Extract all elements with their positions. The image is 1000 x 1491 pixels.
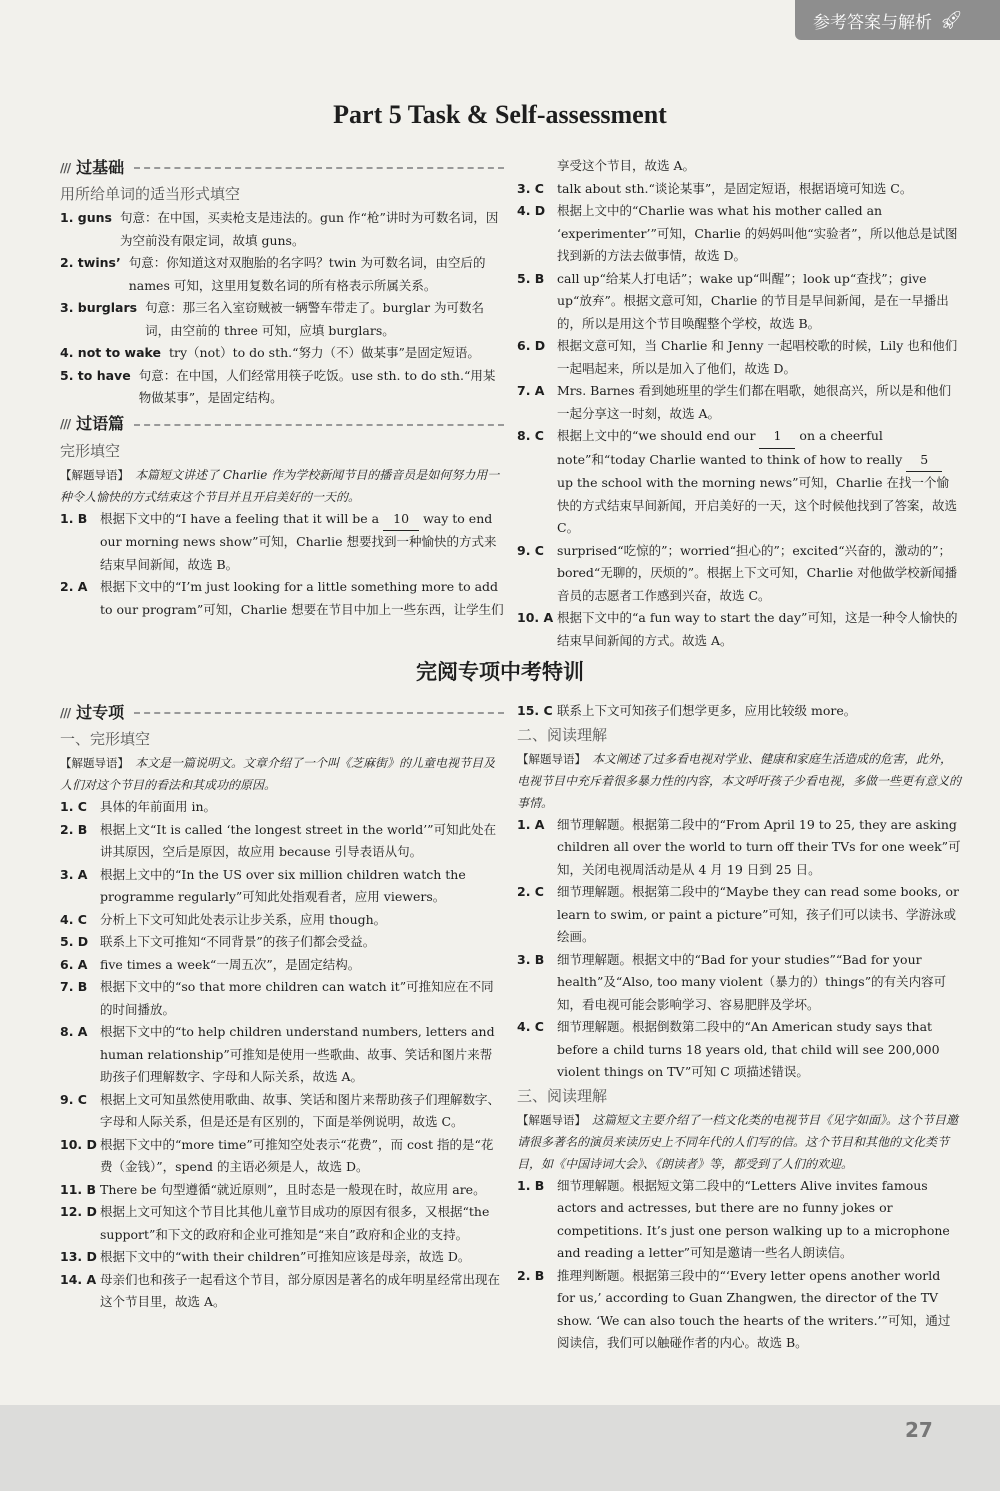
blank-value: 1 (759, 425, 795, 449)
section-bar-basics (60, 155, 504, 181)
item-number: 14. A (60, 1271, 97, 1287)
section-bar-label: 过基础 (76, 157, 125, 177)
rocket-icon: 🚀︎ (940, 9, 963, 31)
item-number: 3. burglars (60, 300, 138, 315)
item-number: 5. B (517, 270, 545, 286)
list-item (60, 297, 504, 342)
list-item (60, 1134, 504, 1179)
blank-value: 5 (906, 449, 942, 473)
item-text: talk about sth.“谈论某事”，是固定短语，根据语境可知选 C。 (557, 180, 913, 196)
right-column-top (517, 155, 961, 652)
list-item (517, 268, 961, 336)
guide-tag: 【解题导语】 (60, 756, 129, 770)
item-text: 享受这个节目，故选 A。 (557, 158, 696, 173)
item-text: There be 句型遵循“就近原则”，且时态是一般现在时，故应用 are。 (100, 1181, 486, 1197)
section-bar-label: 过语篇 (76, 414, 125, 434)
list-item (517, 425, 961, 540)
item-text: 根据上文可知这个节目比其他儿童节目成功的原因有很多，又根据“the support”和下文的政府和企业可推知是“来自”政府和企业的支持。 (100, 1204, 490, 1242)
item-number: 2. A (60, 579, 88, 594)
list-item (60, 931, 504, 954)
list-item (517, 200, 961, 268)
list-item (60, 508, 504, 577)
section-subtitle: 完形填空 (60, 441, 121, 460)
item-number: 4. C (517, 1019, 544, 1034)
list-item (517, 335, 961, 380)
guide-text: 这篇短文主要介绍了一档文化类的电视节目《见字如面》。这个节目邀请很多著名的演员来读历史上不同年代的人们写的信。这个节目和其他的文化类节目，如《中国诗词大会》、《朗读者》等，都受到了人们的欢迎。 (517, 1112, 959, 1171)
guide-paragraph (517, 1109, 961, 1175)
list-item (60, 207, 504, 252)
tick-marks-icon: /// (60, 160, 71, 175)
item-text: 细节理解题。根据短文第二段中的“Letters Alive invites famous actors and actresses, but there are no funny jokes or competitions. It’s just one person walking up to a microphone and reading a letter”可知是邀请一些名人朗读信。 (557, 1177, 950, 1260)
item-number: 3. A (60, 866, 88, 882)
item-text: 细节理解题。根据第二段中的“Maybe they can read some books, or learn to swim, or paint a picture”可知，孩子们可以读书、学游泳或绘画。 (557, 884, 960, 944)
item-text: 母亲们也和孩子一起看这个节目，部分原因是著名的成年明星经常出现在这个节目里，故选 A。 (100, 1271, 501, 1309)
section-subtitle: 二、阅读理解 (517, 725, 608, 744)
list-item (517, 380, 961, 425)
guide-paragraph (60, 464, 504, 508)
item-number: 5. D (60, 934, 89, 949)
item-text: five times a week“一周五次”，是固定结构。 (100, 956, 361, 972)
text-part: on a cheerful note”和“today Charlie wanted to think of how to really (557, 428, 903, 467)
item-text: 根据上文中的“Charlie was what his mother called an ‘experimenter’”可知，Charlie 的妈妈叫他“实验者”，所以他总是试图找到新的方法去做事情，故选 D。 (557, 203, 958, 263)
list-item (517, 881, 961, 949)
list-item (517, 1265, 961, 1355)
item-number: 4. D (517, 203, 546, 218)
list-item (517, 607, 961, 652)
text-part: up the school with the morning news”可知，Charlie 在找一个愉快的方式结束早间新闻，开启美好的一天，这个时候他找到了答案，故选 C。 (557, 475, 958, 535)
item-number: 1. A (517, 816, 545, 832)
item-text: 分析上下文可知此处表示让步关系，应用 though。 (100, 911, 387, 927)
item-number: 9. C (60, 1091, 87, 1107)
item-number: 9. C (517, 542, 544, 558)
section-subtitle: 用所给单词的适当形式填空 (60, 185, 241, 203)
list-item (517, 178, 961, 201)
item-number: 3. B (517, 951, 545, 967)
section-title: 完阅专项中考特训 (416, 660, 584, 684)
text-part: way to end our morning news show”可知，Charlie 想要找到一种愉快的方式来结束早间新闻，故选 B。 (100, 510, 497, 572)
item-text: 句意：你知道这对双胞胎的名字吗？twin 为可数名词，由空后的 names 可知，这里用复数名词的所有格表示所属关系。 (128, 255, 486, 293)
item-number: 5. to have (60, 367, 131, 383)
item-text: Mrs. Barnes 看到她班里的学生们都在唱歌，她很高兴，所以是和他们一起分享这一时刻，故选 A。 (557, 383, 952, 421)
guide-tag: 【解题导语】 (517, 751, 586, 766)
guide-paragraph (60, 752, 504, 796)
list-item (60, 864, 504, 909)
item-number: 2. twins’ (60, 255, 121, 270)
item-text: 细节理解题。根据倒数第二段中的“An American study says that before a child turns 18 years old, that child will see 200,000 violent things on TV”可知 C 项描述错误。 (557, 1019, 940, 1079)
item-number: 2. B (60, 821, 88, 837)
right-column-bottom (517, 700, 961, 1355)
item-number: 1. B (60, 510, 88, 526)
answer-list (517, 814, 961, 1084)
item-text: 根据下文中的“so that more children can watch it”可推知应在不同的时间播放。 (100, 979, 494, 1017)
item-text: call up“给某人打电话”；wake up“叫醒”；look up“查找”；give up“放弃”。根据文意可知，Charlie 的节目是早间新闻，是在一早播出的，所以是用这个节目唤醒整个学校，故选 B。 (557, 270, 949, 331)
item-number: 1. guns (60, 210, 112, 225)
item-number: 13. D (60, 1249, 97, 1264)
item-text: 具体的年前面用 in。 (100, 799, 217, 814)
list-item (517, 949, 961, 1017)
answer-list (517, 178, 961, 653)
section-subtitle: 三、阅读理解 (517, 1086, 608, 1105)
answer-list (517, 1175, 961, 1355)
list-item (60, 1246, 504, 1269)
item-text: 根据上文“It is called ‘the longest street in the world’”可知此处在讲其原因，空后是原因，故应用 because 引导表语从句。 (100, 821, 497, 859)
left-column-bottom (60, 700, 504, 1314)
list-item (60, 1269, 504, 1314)
text-part: 根据下文中的“I have a feeling that it will be a (100, 510, 380, 526)
divider (134, 712, 504, 714)
item-number: 4. not to wake (60, 345, 161, 360)
list-item (60, 796, 504, 819)
item-text: 根据文意可知，当 Charlie 和 Jenny 一起唱校歌的时候，Lily 也和他们一起唱起来，所以是加入了他们，故选 D。 (557, 338, 958, 376)
item-text: 细节理解题。根据文中的“Bad for your studies”“Bad for your health”及“Also, too many violent（暴力的）things”的有关内容可知，看电视可能会影响学习、容易肥胖及学坏。 (557, 951, 947, 1012)
list-item (60, 342, 504, 365)
list-item (60, 1179, 504, 1202)
item-number: 2. B (517, 1267, 545, 1283)
item-text: 细节理解题。根据第二段中的“From April 19 to 25, they are asking children all over the world to turn off their TVs for one week”可知，关闭电视周活动是从 4 月 19 日到 25 日。 (557, 816, 961, 877)
list-item (60, 976, 504, 1021)
tick-marks-icon: /// (60, 705, 71, 720)
item-number: 1. B (517, 1177, 545, 1193)
list-item (60, 576, 504, 621)
item-text: 根据下文中的“more time”可推知空处表示“花费”，而 cost 指的是“花费（金钱）”，spend 的主语必须是人，故选 D。 (100, 1136, 494, 1174)
list-item (60, 819, 504, 864)
list-item (517, 155, 961, 178)
divider (134, 167, 504, 169)
item-number: 15. C (517, 703, 553, 718)
guide-text: 本篇短文讲述了 Charlie 作为学校新闻节目的播音员是如何努力用一种令人愉快的方式结束这个节目并且开启美好的一天的。 (60, 467, 500, 504)
guide-text: 本文是一篇说明文。文章介绍了一个叫《芝麻街》的儿童电视节目及人们对这个节目的看法和其成功的原因。 (60, 756, 496, 792)
item-number: 8. C (517, 428, 544, 443)
guide-tag: 【解题导语】 (60, 467, 129, 482)
item-text (100, 508, 504, 577)
text-part: 根据上文中的“we should end our (557, 428, 756, 443)
section-bar-special (60, 700, 504, 726)
header-tab-label: 参考答案与解析 (813, 12, 932, 33)
item-number: 6. A (60, 956, 88, 972)
blank-value: 10 (383, 508, 419, 532)
item-text: 根据上文中的“In the US over six million children watch the programme regularly”可知此处指观看者，应用 viewers。 (100, 866, 466, 904)
footer-band (0, 1405, 1000, 1491)
item-text: 根据上文可知虽然使用歌曲、故事、笑话和图片来帮助孩子们理解数字、字母和人际关系，但是还是有区别的，下面是举例说明，故选 C。 (100, 1091, 501, 1129)
guide-paragraph (517, 748, 961, 814)
divider (134, 424, 504, 426)
item-text: try（not）to do sth.“努力（不）做某事”是固定短语。 (168, 345, 480, 360)
list-item (60, 954, 504, 977)
list-item (517, 1175, 961, 1265)
item-number: 4. C (60, 911, 87, 927)
answer-list (60, 796, 504, 1314)
list-item (60, 1201, 504, 1246)
list-item (60, 252, 504, 297)
item-number: 12. D (60, 1204, 97, 1219)
list-item (517, 814, 961, 882)
item-text: 句意：那三名入室窃贼被一辆警车带走了。burglar 为可数名词，由空前的 three 可知，应填 burglars。 (145, 300, 485, 338)
list-item (517, 700, 961, 723)
section-subtitle: 一、完形填空 (60, 730, 151, 748)
left-column-top (60, 155, 504, 621)
list-item (60, 365, 504, 410)
section-bar-label: 过专项 (76, 702, 125, 722)
item-number: 3. C (517, 180, 544, 196)
section-bar-passage (60, 412, 504, 438)
item-text: 联系上下文可推知“不同背景”的孩子们都会受益。 (100, 934, 376, 949)
list-item (60, 1089, 504, 1134)
tick-marks-icon: /// (60, 417, 71, 432)
list-item (60, 1021, 504, 1089)
item-number: 6. D (517, 338, 546, 353)
item-text: 句意：在中国，买卖枪支是违法的。gun 作“枪”讲时为可数名词，因为空前没有限定词，故填 guns。 (119, 210, 499, 248)
page-number: 27 (905, 1418, 933, 1442)
item-number: 7. A (517, 383, 545, 398)
item-text: 根据下文中的“to help children understand numbers, letters and human relationship”可推知是使用一些歌曲、故事、笑话和图片来帮助孩子们理解数字、字母和人际关系，故选 A。 (100, 1024, 495, 1084)
list-item (517, 540, 961, 608)
header-tab (795, 0, 1000, 40)
item-text: 根据下文中的“a fun way to start the day”可知，这是一种令人愉快的结束早间新闻的方式。故选 A。 (557, 610, 958, 648)
list-item (517, 1016, 961, 1084)
item-text: 句意：在中国，人们经常用筷子吃饭。use sth. to do sth.“用某物做某事”，是固定结构。 (138, 367, 496, 405)
item-number: 7. B (60, 979, 88, 994)
item-text: 根据下文中的“with their children”可推知应该是母亲，故选 D。 (100, 1249, 471, 1264)
item-text: 联系上下文可知孩子们想学更多，应用比较级 more。 (557, 703, 857, 718)
item-text: surprised“吃惊的”；worried“担心的”；excited“兴奋的，激动的”；bored“无聊的，厌烦的”。根据上下文可知，Charlie 对他做学校新闻播音员的志愿者工作感到兴奋，故选 C。 (557, 542, 958, 603)
item-number: 10. A (517, 610, 554, 625)
item-number: 11. B (60, 1181, 97, 1197)
item-text: 推理判断题。根据第三段中的“‘Every letter opens another world for us,’ according to Guan Zhangwen, the director of the TV show. ‘We can also touch the hearts of the writers.’”可知，通过阅读信，我们可以触碰作者的内心。故选 B。 (557, 1267, 951, 1350)
answer-list (60, 207, 504, 410)
item-text (557, 425, 961, 540)
guide-text: 本文阐述了过多看电视对学业、健康和家庭生活造成的危害，此外，电视节目中充斥着很多暴力性的内容，本文呼吁孩子少看电视，多做一些更有意义的事情。 (517, 751, 962, 810)
item-number: 8. A (60, 1024, 88, 1039)
item-number: 1. C (60, 799, 87, 814)
item-text: 根据下文中的“I’m just looking for a little something more to add to our program”可知，Charlie 想要在节目中加上一些东西，让学生们 (100, 579, 504, 617)
item-number: 10. D (60, 1136, 97, 1152)
guide-tag: 【解题导语】 (517, 1112, 586, 1127)
list-item (60, 909, 504, 932)
page-title: Part 5 Task & Self-assessment (333, 100, 667, 129)
item-number: 2. C (517, 884, 544, 899)
